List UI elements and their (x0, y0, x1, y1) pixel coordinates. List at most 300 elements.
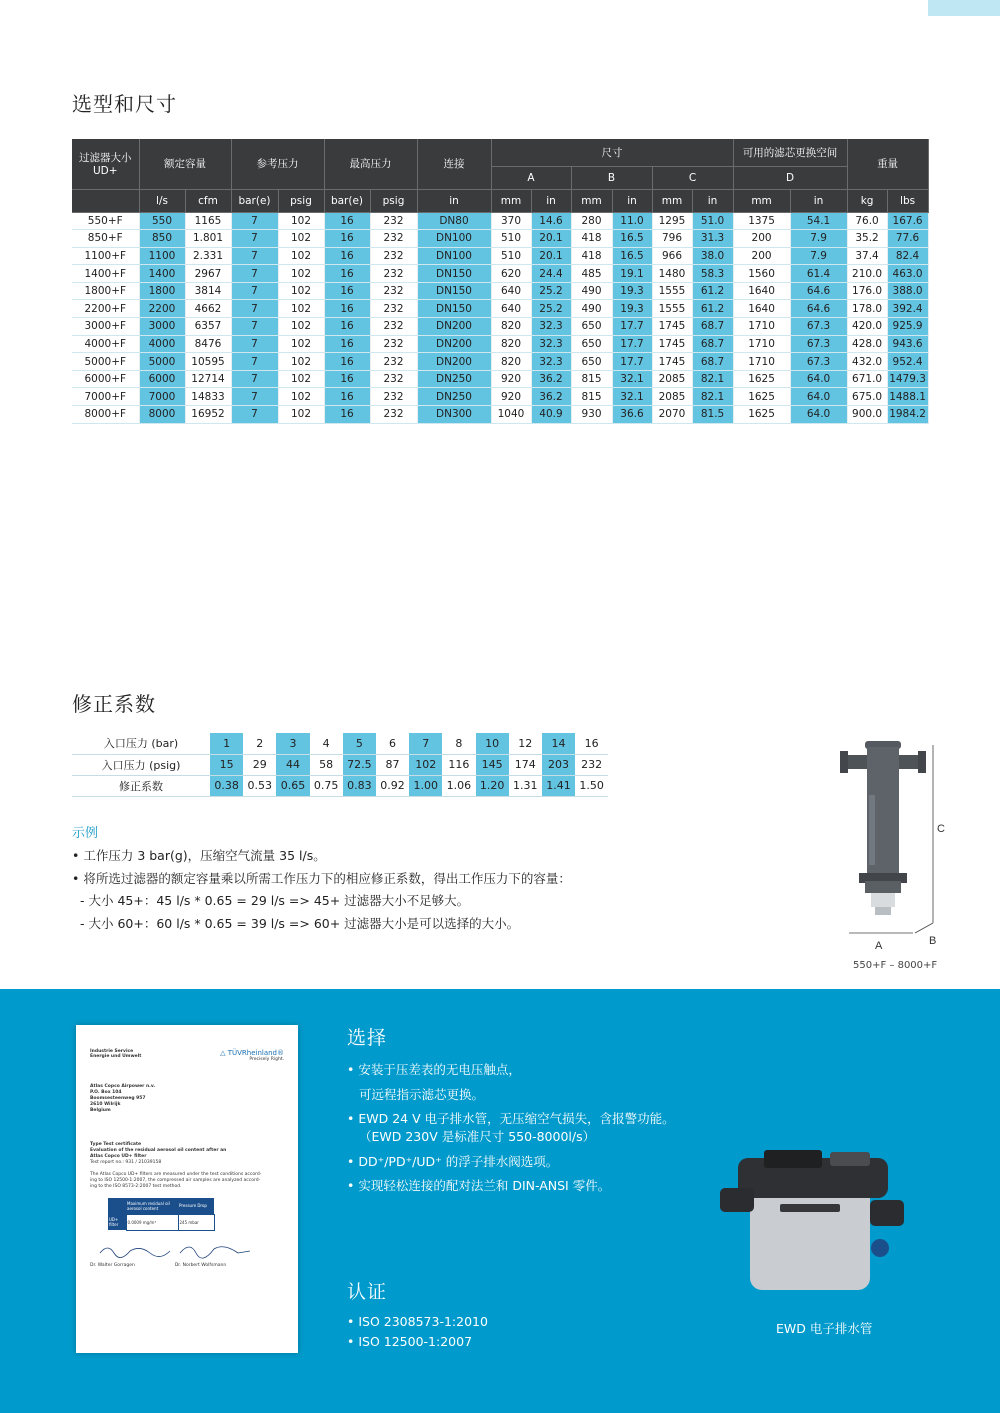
table-cell: 232 (370, 318, 417, 336)
table-cell: 232 (370, 353, 417, 371)
table-cell: 1.41 (542, 775, 575, 796)
table-cell: 820 (491, 335, 531, 353)
table-cell: 16 (324, 230, 370, 248)
table-cell: 77.6 (887, 230, 928, 248)
table-cell: 510 (491, 230, 531, 248)
ewd-caption: EWD 电子排水管 (776, 1321, 873, 1336)
unit-cell: mm (733, 189, 790, 212)
table-cell: 51.0 (692, 212, 733, 230)
table-cell: 36.2 (531, 388, 571, 406)
table-cell: 7.9 (790, 247, 847, 265)
table-cell: 200 (733, 230, 790, 248)
row-model-name: 2200+F (72, 300, 139, 318)
table-cell: 7 (231, 212, 278, 230)
table-cell: 102 (278, 406, 324, 424)
table-cell: 1479.3 (887, 370, 928, 388)
table-cell: 38.0 (692, 247, 733, 265)
table-cell: 485 (571, 265, 612, 283)
cert-address-line: Atlas Copco Airpower n.v. (90, 1084, 156, 1089)
header-reference-pressure: 参考压力 (231, 139, 324, 189)
table-cell: 1710 (733, 353, 790, 371)
cert-address-line: 2610 Wilrijk (90, 1102, 121, 1107)
row-model-name: 3000+F (72, 318, 139, 336)
table-cell: 167.6 (887, 212, 928, 230)
table-cell: 2 (243, 733, 276, 754)
table-cell: 29 (243, 754, 276, 775)
table-cell: 232 (370, 282, 417, 300)
unit-cell: bar(e) (231, 189, 278, 212)
cert-body-line: ing to the ISO 8573-2:2007 test method. (90, 1184, 182, 1189)
cert-signatory: Dr. Norbert Wolfsmann (174, 1262, 227, 1268)
example-line: • 工作压力 3 bar(g)，压缩空气流量 35 l/s。 (72, 848, 326, 863)
table-cell: 490 (571, 300, 612, 318)
table-cell: DN300 (417, 406, 491, 424)
table-cell: 3 (276, 733, 309, 754)
cert-mini-cell: Pressure Drop (178, 1198, 214, 1214)
table-cell: 16952 (185, 406, 231, 424)
table-cell: 102 (278, 353, 324, 371)
table-cell: 280 (571, 212, 612, 230)
example-line: • 将所选过滤器的额定容量乘以所需工作压力下的相应修正系数，得出工作压力下的容量： (72, 870, 571, 886)
table-cell: 16 (324, 388, 370, 406)
table-cell: 20.1 (531, 230, 571, 248)
table-cell: 7 (231, 230, 278, 248)
table-cell: 1625 (733, 406, 790, 424)
table-cell: 1 (210, 733, 243, 754)
triangle-icon: △ (220, 1049, 226, 1057)
table-cell: 1.50 (575, 775, 608, 796)
table-cell: 7.9 (790, 230, 847, 248)
table-cell: 16 (324, 335, 370, 353)
table-cell: 7000 (139, 388, 185, 406)
table-cell: 232 (370, 230, 417, 248)
table-cell: 178.0 (847, 300, 887, 318)
table-row (72, 230, 928, 248)
table-cell: 0.92 (376, 775, 409, 796)
table-cell: 102 (278, 318, 324, 336)
table-cell: 650 (571, 335, 612, 353)
label-a: A (875, 940, 883, 952)
table-cell: 102 (278, 230, 324, 248)
unit-cell: mm (491, 189, 531, 212)
row-model-name: 1400+F (72, 265, 139, 283)
table-cell: 174 (509, 754, 542, 775)
table-cell: 7 (231, 406, 278, 424)
table-cell: 64.0 (790, 406, 847, 424)
ewd-drain-illustration (720, 1140, 910, 1300)
table-cell: 920 (491, 388, 531, 406)
table-cell: 6357 (185, 318, 231, 336)
table-cell: 82.4 (887, 247, 928, 265)
table-cell: 102 (278, 212, 324, 230)
table-cell: 232 (370, 247, 417, 265)
table-cell: 16 (324, 212, 370, 230)
table-cell: 82.1 (692, 370, 733, 388)
table-cell: 116 (442, 754, 475, 775)
table-cell: 1745 (652, 353, 692, 371)
table-row (72, 733, 608, 754)
table-cell: 420.0 (847, 318, 887, 336)
cert-report-no: Test report no.: 931 / 21039158 (90, 1160, 162, 1165)
table-cell: 4662 (185, 300, 231, 318)
table-cell: 2.331 (185, 247, 231, 265)
table-cell: 796 (652, 230, 692, 248)
header-filter-size: 过滤器大小 UD+ (72, 139, 139, 189)
table-cell: 2070 (652, 406, 692, 424)
cert-mini-cell: 0.0009 mg/m³ (126, 1214, 178, 1230)
table-cell: DN250 (417, 370, 491, 388)
table-cell: 1555 (652, 282, 692, 300)
certificate-document (76, 1025, 298, 1353)
table-cell: 7 (231, 265, 278, 283)
unit-cell: kg (847, 189, 887, 212)
table-cell: 7 (231, 318, 278, 336)
table-cell: 81.5 (692, 406, 733, 424)
table-cell: 32.3 (531, 318, 571, 336)
header-dim-d: D (733, 166, 847, 189)
table-cell: 650 (571, 318, 612, 336)
table-cell: 16 (324, 300, 370, 318)
table-cell: 64.6 (790, 300, 847, 318)
table-cell: 68.7 (692, 335, 733, 353)
table-cell: 1295 (652, 212, 692, 230)
table-cell: 1480 (652, 265, 692, 283)
table-cell: 16.5 (612, 247, 652, 265)
table-cell: 0.83 (343, 775, 376, 796)
table-cell: 24.4 (531, 265, 571, 283)
table-cell: 952.4 (887, 353, 928, 371)
table-cell: 15 (210, 754, 243, 775)
table-cell: 16 (324, 353, 370, 371)
cert-mini-cell: Maximum residual oil aerosol content (126, 1198, 178, 1214)
tuv-brand: TÜVRheinland® (227, 1049, 284, 1057)
table-cell: 943.6 (887, 335, 928, 353)
table-cell: 200 (733, 247, 790, 265)
table-row (72, 388, 928, 406)
header-dim-b: B (571, 166, 652, 189)
label-c: C (937, 823, 945, 835)
table-cell: 19.1 (612, 265, 652, 283)
table-cell: 388.0 (887, 282, 928, 300)
table-cell: 32.1 (612, 388, 652, 406)
table-cell: 17.7 (612, 318, 652, 336)
table-row (72, 247, 928, 265)
table-cell: 11.0 (612, 212, 652, 230)
table-cell: 2200 (139, 300, 185, 318)
table-cell: 102 (278, 370, 324, 388)
table-cell: 1.801 (185, 230, 231, 248)
row-model-name: 8000+F (72, 406, 139, 424)
table-cell: 7 (231, 353, 278, 371)
table-cell: 36.2 (531, 370, 571, 388)
unit-cell: mm (652, 189, 692, 212)
table-cell: 7 (231, 370, 278, 388)
header-max-pressure: 最高压力 (324, 139, 417, 189)
table-cell: 1555 (652, 300, 692, 318)
correction-row-label: 入口压力 (psig) (72, 754, 210, 775)
table-cell: 210.0 (847, 265, 887, 283)
table-cell: 203 (542, 754, 575, 775)
table-cell: 17.7 (612, 353, 652, 371)
table-cell: 1.00 (409, 775, 442, 796)
table-row (72, 282, 928, 300)
table-cell: 418 (571, 247, 612, 265)
table-cell: 392.4 (887, 300, 928, 318)
unit-cell: in (790, 189, 847, 212)
header-dimensions: 尺寸 (491, 139, 733, 166)
table-cell: 16.5 (612, 230, 652, 248)
table-cell: 0.38 (210, 775, 243, 796)
table-cell: 87 (376, 754, 409, 775)
table-cell: 7 (231, 335, 278, 353)
cert-address-line: P.O. Box 104 (90, 1090, 122, 1095)
example-block (72, 822, 571, 935)
table-cell: 6000 (139, 370, 185, 388)
table-cell: 232 (370, 335, 417, 353)
correction-row-label: 修正系数 (72, 775, 210, 796)
table-cell: 16 (324, 247, 370, 265)
table-cell: 19.3 (612, 300, 652, 318)
table-cell: DN150 (417, 265, 491, 283)
label-b: B (929, 935, 937, 947)
table-cell: 6 (376, 733, 409, 754)
row-model-name: 4000+F (72, 335, 139, 353)
table-row (72, 406, 928, 424)
cert-body-line: ing to ISO 12500-1:2007, the compressed air samples are analyzed accord- (90, 1178, 261, 1183)
cert-subtitle: Atlas Copco UD+ filter (90, 1154, 147, 1159)
table-cell: 418 (571, 230, 612, 248)
unit-cell: lbs (887, 189, 928, 212)
certification-item: • ISO 12500-1:2007 (347, 1334, 473, 1349)
selection-item: • DD⁺/PD⁺/UD⁺ 的浮子排水阀选项。 (347, 1153, 559, 1169)
selection-item: • 安装于压差表的无电压触点， (347, 1062, 521, 1077)
example-line: - 大小 45+：45 l/s * 0.65 = 29 l/s => 45+ 过滤器大小不足够大。 (80, 893, 470, 908)
table-cell: 1165 (185, 212, 231, 230)
table-cell: 671.0 (847, 370, 887, 388)
table-cell: 82.1 (692, 388, 733, 406)
table-cell: 17.7 (612, 335, 652, 353)
table-cell: 640 (491, 282, 531, 300)
table-cell: 64.0 (790, 388, 847, 406)
table-cell: 1984.2 (887, 406, 928, 424)
table-row (72, 370, 928, 388)
table-cell: 20.1 (531, 247, 571, 265)
table-cell: 102 (278, 265, 324, 283)
table-cell: 7 (231, 247, 278, 265)
cert-mini-cell (108, 1198, 126, 1214)
table-cell: 58.3 (692, 265, 733, 283)
table-cell: 72.5 (343, 754, 376, 775)
table-cell: 490 (571, 282, 612, 300)
table-cell: 815 (571, 388, 612, 406)
table-cell: 232 (370, 388, 417, 406)
table-cell: 8476 (185, 335, 231, 353)
table-cell: 67.3 (790, 353, 847, 371)
unit-cell: in (531, 189, 571, 212)
table-cell: 7 (231, 300, 278, 318)
table-cell: 102 (278, 300, 324, 318)
header-connection: 连接 (417, 139, 491, 189)
table-cell: 7 (409, 733, 442, 754)
filter-body (840, 741, 926, 915)
table-cell: 61.2 (692, 300, 733, 318)
table-cell: 35.2 (847, 230, 887, 248)
table-cell: DN150 (417, 300, 491, 318)
selection-item: 可远程指示滤芯更换。 (359, 1086, 485, 1102)
selection-item: （EWD 230V 是标准尺寸 550-8000l/s） (359, 1128, 596, 1144)
dimension-line-b (915, 923, 933, 933)
table-cell: 510 (491, 247, 531, 265)
section-title-selection-dimensions: 选型和尺寸 (72, 92, 177, 116)
cert-body-line: The Atlas Copco UD+ filters are measured under the test conditions accord- (90, 1172, 262, 1177)
table-cell: 40.9 (531, 406, 571, 424)
tuv-tagline: Precisely Right. (249, 1057, 284, 1062)
table-cell: 0.65 (276, 775, 309, 796)
spec-table (72, 139, 929, 424)
table-cell: 32.3 (531, 353, 571, 371)
table-cell: 68.7 (692, 353, 733, 371)
table-cell: DN150 (417, 282, 491, 300)
cert-signatory: Dr. Walter Gorragen (90, 1262, 135, 1268)
cert-org-line: Energie und Umwelt (90, 1054, 142, 1059)
table-cell: 0.53 (243, 775, 276, 796)
table-cell: 8 (442, 733, 475, 754)
table-cell: 67.3 (790, 335, 847, 353)
example-line: - 大小 60+：60 l/s * 0.65 = 39 l/s => 60+ 过滤器大小是可以选择的大小。 (80, 915, 520, 931)
table-cell: 176.0 (847, 282, 887, 300)
row-model-name: 6000+F (72, 370, 139, 388)
table-cell: 16 (324, 406, 370, 424)
table-cell: 7 (231, 388, 278, 406)
table-cell: 428.0 (847, 335, 887, 353)
unit-cell-blank (72, 189, 139, 212)
table-cell: 1640 (733, 282, 790, 300)
table-cell: 966 (652, 247, 692, 265)
units-row (72, 189, 928, 212)
section-title-correction-factors: 修正系数 (72, 692, 156, 716)
table-cell: 7 (231, 282, 278, 300)
table-cell: 67.3 (790, 318, 847, 336)
table-cell: 1560 (733, 265, 790, 283)
table-cell: 675.0 (847, 388, 887, 406)
table-cell: 3000 (139, 318, 185, 336)
table-cell: 25.2 (531, 282, 571, 300)
table-cell: 102 (278, 388, 324, 406)
unit-cell: l/s (139, 189, 185, 212)
table-cell: 14 (542, 733, 575, 754)
table-cell: 61.2 (692, 282, 733, 300)
table-row (72, 318, 928, 336)
table-cell: DN100 (417, 230, 491, 248)
table-cell: 14833 (185, 388, 231, 406)
table-cell: 10595 (185, 353, 231, 371)
table-cell: 4 (310, 733, 343, 754)
table-cell: 2967 (185, 265, 231, 283)
table-cell: 54.1 (790, 212, 847, 230)
table-cell: 64.6 (790, 282, 847, 300)
cert-mini-cell: 245 mbar (178, 1214, 214, 1230)
row-model-name: 5000+F (72, 353, 139, 371)
table-cell: 5000 (139, 353, 185, 371)
table-cell: 650 (571, 353, 612, 371)
header-capacity: 额定容量 (139, 139, 231, 189)
cert-type-title: Type Test certificate (90, 1142, 142, 1147)
cert-org-line: Industrie Service (90, 1049, 134, 1054)
table-cell: 32.3 (531, 335, 571, 353)
selection-list (347, 1058, 675, 1199)
table-cell: 102 (278, 335, 324, 353)
table-cell: 76.0 (847, 212, 887, 230)
filter-illustration (835, 735, 955, 965)
unit-cell: psig (278, 189, 324, 212)
table-cell: 920 (491, 370, 531, 388)
unit-cell: mm (571, 189, 612, 212)
table-cell: 3814 (185, 282, 231, 300)
table-cell: 432.0 (847, 353, 887, 371)
table-cell: 1100 (139, 247, 185, 265)
table-row (72, 300, 928, 318)
table-cell: 44 (276, 754, 309, 775)
table-cell: 8000 (139, 406, 185, 424)
selection-item: • 实现轻松连接的配对法兰和 DIN-ANSI 零件。 (347, 1178, 611, 1193)
table-cell: 12714 (185, 370, 231, 388)
table-cell: 1.31 (509, 775, 542, 796)
table-cell: 102 (278, 247, 324, 265)
table-cell: 145 (476, 754, 509, 775)
cert-subtitle: Evaluation of the residual aerosol oil content after an (90, 1148, 227, 1153)
table-cell: 19.3 (612, 282, 652, 300)
cert-mini-cell: UD+ filter (108, 1214, 126, 1230)
table-cell: 36.6 (612, 406, 652, 424)
table-cell: 64.0 (790, 370, 847, 388)
table-cell: 640 (491, 300, 531, 318)
table-cell: DN200 (417, 353, 491, 371)
unit-cell: psig (370, 189, 417, 212)
table-cell: 1625 (733, 388, 790, 406)
table-cell: 1710 (733, 318, 790, 336)
cert-address-line: Belgium (90, 1108, 111, 1113)
example-title: 示例 (72, 826, 99, 841)
table-cell: 58 (310, 754, 343, 775)
row-model-name: 7000+F (72, 388, 139, 406)
header-weight: 重量 (847, 139, 928, 189)
table-cell: 2085 (652, 370, 692, 388)
header-dim-c: C (652, 166, 733, 189)
table-cell: 25.2 (531, 300, 571, 318)
table-cell: 820 (491, 318, 531, 336)
table-cell: 12 (509, 733, 542, 754)
table-cell: 1710 (733, 335, 790, 353)
unit-cell: in (692, 189, 733, 212)
table-cell: 1375 (733, 212, 790, 230)
table-row (72, 212, 928, 230)
table-row (72, 353, 928, 371)
table-row (72, 265, 928, 283)
row-model-name: 850+F (72, 230, 139, 248)
table-cell: 1040 (491, 406, 531, 424)
table-cell: 2085 (652, 388, 692, 406)
table-cell: 31.3 (692, 230, 733, 248)
row-model-name: 1100+F (72, 247, 139, 265)
table-cell: 1625 (733, 370, 790, 388)
table-cell: 1.20 (476, 775, 509, 796)
table-cell: 14.6 (531, 212, 571, 230)
header-dim-a: A (491, 166, 571, 189)
table-cell: 102 (409, 754, 442, 775)
table-cell: 32.1 (612, 370, 652, 388)
table-cell: 463.0 (887, 265, 928, 283)
table-cell: DN100 (417, 247, 491, 265)
